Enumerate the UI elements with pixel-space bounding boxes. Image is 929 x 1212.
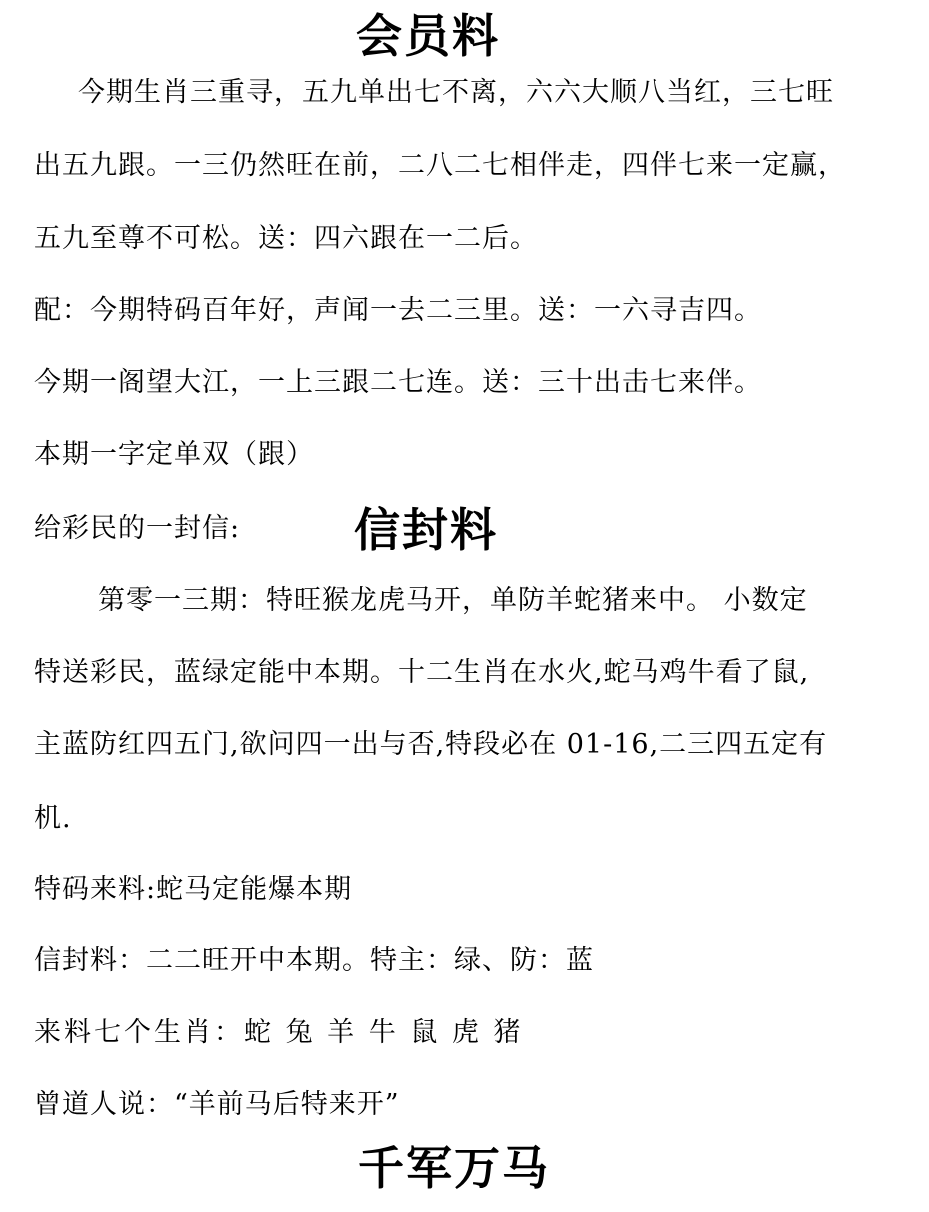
member-line-6: 本期一字定单双（跟） — [34, 439, 314, 470]
member-line-4: 配：今期特码百年好，声闻一去二三里。送：一六寻吉四。 — [34, 295, 762, 326]
extra-line-3: 来料七个生肖：蛇 兔 羊 牛 鼠 虎 猪 — [34, 1017, 524, 1048]
footer-title: 千军万马 — [358, 1141, 550, 1195]
letter-intro: 给彩民的一封信: — [34, 513, 241, 544]
member-line-3: 五九至尊不可松。送：四六跟在一二后。 — [34, 223, 538, 254]
letter-line-2: 特送彩民，蓝绿定能中本期。十二生肖在水火,蛇马鸡牛看了鼠, — [34, 657, 810, 688]
extra-line-2: 信封料：二二旺开中本期。特主：绿、防：蓝 — [34, 945, 594, 976]
member-line-1: 今期生肖三重寻，五九单出七不离，六六大顺八当红，三七旺 — [78, 77, 834, 108]
extra-line-1: 特码来料:蛇马定能爆本期 — [34, 874, 353, 905]
member-line-5: 今期一阁望大江，一上三跟二七连。送：三十出击七来伴。 — [34, 367, 762, 398]
extra-line-4: 曾道人说：“羊前马后特来开” — [34, 1089, 400, 1120]
member-section-title: 会员料 — [356, 9, 500, 63]
letter-section-title: 信封料 — [354, 503, 498, 557]
member-line-2: 出五九跟。一三仍然旺在前，二八二七相伴走，四伴七来一定赢， — [34, 150, 846, 181]
letter-line-4: 机. — [34, 803, 72, 834]
letter-line-3: 主蓝防红四五门,欲问四一出与否,特段必在 01-16,二三四五定有 — [34, 729, 828, 760]
letter-line-1: 第零一三期：特旺猴龙虎马开，单防羊蛇猪来中。 小数定 — [98, 585, 808, 616]
